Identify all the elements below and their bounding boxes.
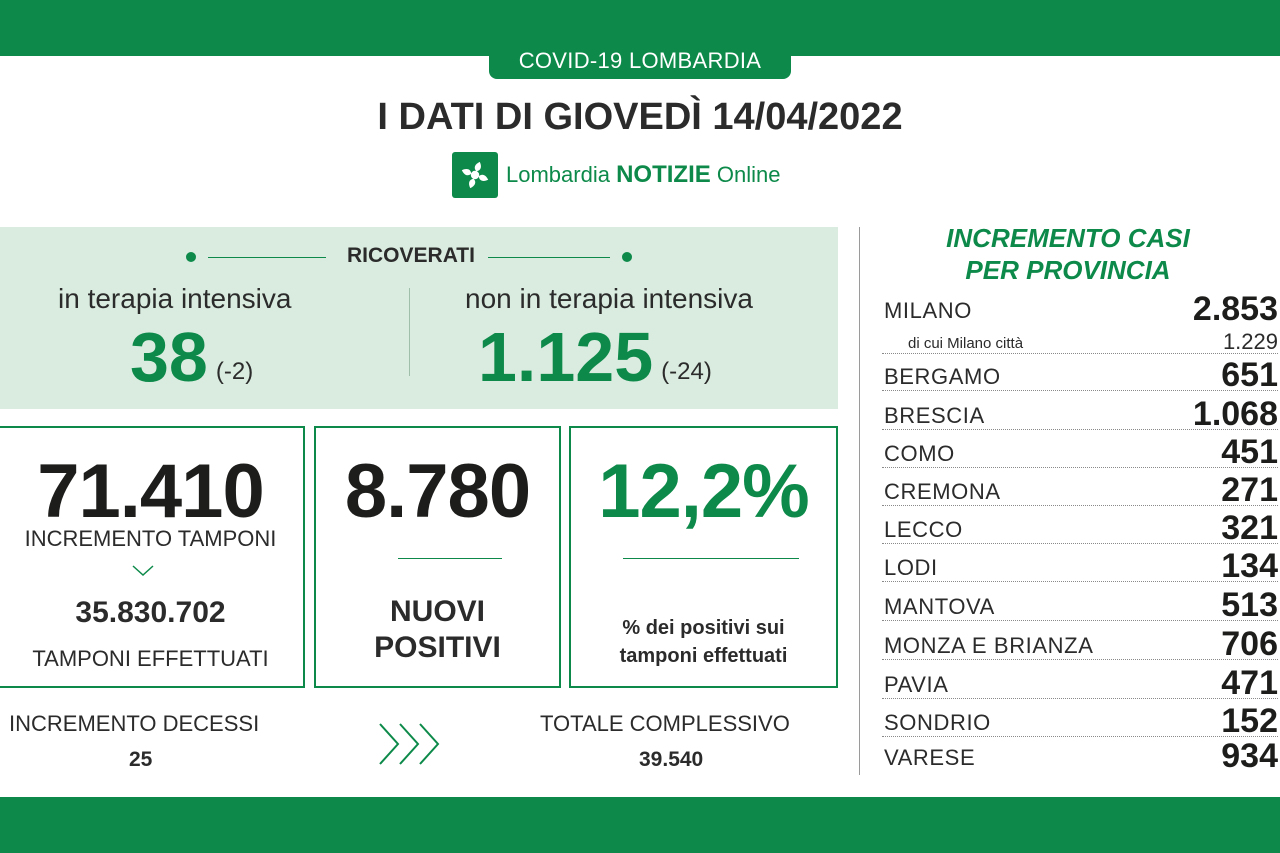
province-row-cremona [882,468,1278,509]
province-row-milano [882,288,1278,328]
intensiva-value: 38 [130,318,208,396]
percentuale-positivi-card [569,426,838,688]
province-row-monza-brianza [882,621,1278,663]
province-row-lecco [882,506,1278,547]
nuovi-positivi-value: 8.780 [344,449,531,534]
province-value: 513 [1221,586,1278,624]
header-line-right [488,257,610,258]
province-name: PAVIA [884,672,949,697]
logo-brand-regular: Lombardia [506,162,610,187]
province-value: 651 [1221,356,1278,394]
province-value: 1.068 [1192,395,1278,433]
decessi-total-label: TOTALE COMPLESSIVO [540,711,790,736]
logo-brand-suffix: Online [716,162,781,187]
province-row-como [882,430,1278,471]
province-row-sondrio [882,699,1278,740]
tamponi-total-value: 35.830.702 [75,596,226,629]
ricoverati-title: RICOVERATI [347,244,475,267]
tamponi-increment-value: 71.410 [37,449,264,534]
tamponi-increment-label: INCREMENTO TAMPONI [24,526,277,551]
ricoverati-divider [409,288,410,376]
tamponi-card [0,426,305,688]
non-intensiva-value-group [478,318,712,396]
column-separator [859,227,860,775]
province-value: 271 [1221,471,1278,509]
non-intensiva-value: 1.125 [478,318,654,396]
province-row-milano-citta [882,324,1278,354]
intensiva-label: in terapia intensiva [58,283,292,314]
province-name: MONZA E BRIANZA [884,633,1094,658]
province-value: 451 [1221,433,1278,471]
percentuale-label-2: tamponi effettuati [619,645,788,667]
province-row-mantova [882,582,1278,624]
province-value: 2.853 [1192,290,1278,328]
province-name: SONDRIO [884,710,991,735]
percentuale-value: 12,2% [598,449,809,534]
province-name: BERGAMO [884,364,1001,389]
decessi-increment-value: 25 [129,748,153,771]
non-intensiva-label: non in terapia intensiva [465,283,753,314]
bottom-green-band [0,797,1280,853]
non-intensiva-delta: (-24) [661,358,712,385]
percentuale-label-1: % dei positivi sui [622,617,785,639]
province-title-line-2: PER PROVINCIA [965,255,1171,285]
province-name: LECCO [884,517,963,542]
province-name: CREMONA [884,479,1001,504]
percentuale-separator [623,558,799,559]
ricoverati-header [186,244,636,270]
province-name: BRESCIA [884,403,985,428]
province-row-brescia [882,391,1278,433]
province-value: 152 [1221,702,1278,740]
province-value: 1.229 [1222,329,1278,354]
province-value: 134 [1221,547,1278,585]
lombardia-rose-icon [452,152,498,198]
page-title: I DATI DI GIOVEDÌ 14/04/2022 [377,96,903,138]
province-row-bergamo [882,354,1278,394]
province-value: 706 [1221,625,1278,663]
region-pill: COVID-19 LOMBARDIA [489,45,791,79]
decessi-increment-label: INCREMENTO DECESSI [9,711,260,736]
decessi-total-value: 39.540 [639,748,704,771]
province-row-pavia [882,660,1278,702]
province-title [862,222,1274,286]
intensiva-value-group [130,318,254,396]
positivi-separator [398,558,502,559]
province-row-lodi [882,544,1278,585]
logo-brand-bold: NOTIZIE [616,161,711,188]
logo-wordmark [506,161,780,189]
intensiva-delta: (-2) [215,358,254,385]
triple-chevron-right-icon [376,718,446,770]
chevron-down-icon [131,564,155,578]
nuovi-positivi-card [314,426,561,688]
province-title-line-1: INCREMENTO CASI [946,223,1190,253]
tamponi-total-label: TAMPONI EFFETTUATI [32,646,269,671]
province-name: MILANO [884,298,972,323]
nuovi-positivi-label-2: POSITIVI [374,631,501,664]
province-value: 471 [1221,664,1278,702]
province-value: 321 [1221,509,1278,547]
province-name: MANTOVA [884,594,995,619]
province-value: 934 [1221,737,1278,775]
lombardia-notizie-logo [452,152,780,198]
header-dot-right [622,252,632,262]
province-row-varese [882,737,1278,775]
province-name: di cui Milano città [908,335,1024,352]
province-name: LODI [884,555,938,580]
province-name: COMO [884,441,955,466]
nuovi-positivi-label-1: NUOVI [389,595,485,628]
province-name: VARESE [884,745,976,770]
